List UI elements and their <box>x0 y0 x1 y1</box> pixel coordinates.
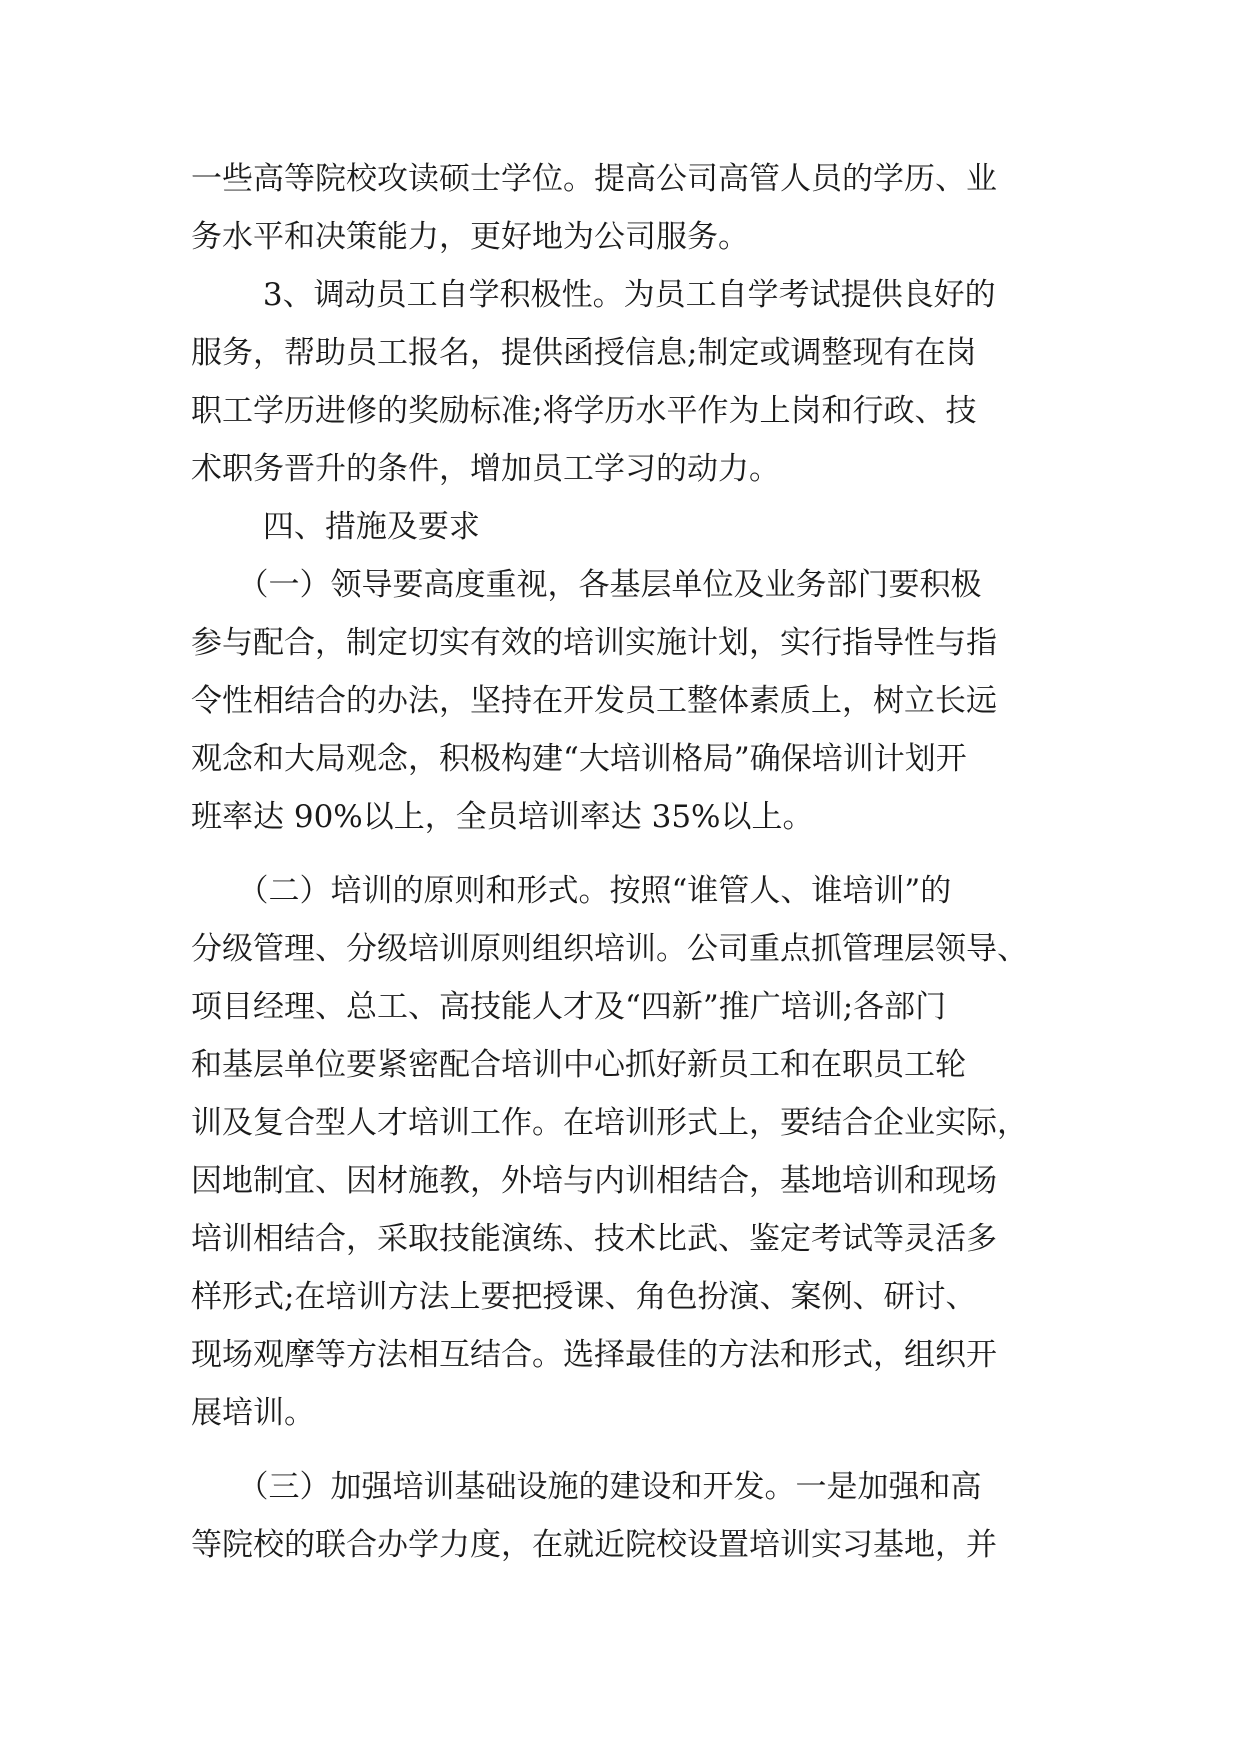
text-line: 项目经理、总工、高技能人才及“四新”推广培训;各部门 <box>191 989 947 1025</box>
text-line: （一）领导要高度重视，各基层单位及业务部门要积极 <box>191 567 982 603</box>
text-line: （二）培训的原则和形式。按照“谁管人、谁培训”的 <box>191 873 952 909</box>
text-line: 现场观摩等方法相互结合。选择最佳的方法和形式，组织开 <box>191 1337 997 1373</box>
text-line: 一些高等院校攻读硕士学位。提高公司高管人员的学历、业 <box>191 161 997 197</box>
text-line: （三）加强培训基础设施的建设和开发。一是加强和高 <box>191 1469 982 1505</box>
paragraph-spacer <box>191 846 1053 862</box>
text-line: 分级管理、分级培训原则组织培训。公司重点抓管理层领导、 <box>191 931 1028 967</box>
document-body <box>191 150 1053 1574</box>
text-line: 和基层单位要紧密配合培训中心抓好新员工和在职员工轮 <box>191 1047 966 1083</box>
text-line: 因地制宜、因材施教，外培与内训相结合，基地培训和现场 <box>191 1163 997 1199</box>
text-line: 参与配合，制定切实有效的培训实施计划，实行指导性与指 <box>191 625 997 661</box>
text-line: 样形式;在培训方法上要把授课、角色扮演、案例、研讨、 <box>191 1279 977 1315</box>
text-line: 务水平和决策能力，更好地为公司服务。 <box>191 219 749 255</box>
paragraph-spacer <box>191 1442 1053 1458</box>
text-line: 职工学历进修的奖励标准;将学历水平作为上岗和行政、技 <box>191 393 977 429</box>
section-heading: 四、措施及要求 <box>191 509 480 545</box>
text-line: 服务，帮助员工报名，提供函授信息;制定或调整现有在岗 <box>191 335 977 371</box>
text-line: 令性相结合的办法，坚持在开发员工整体素质上，树立长远 <box>191 683 997 719</box>
text-line: 展培训。 <box>191 1395 315 1431</box>
text-line: 等院校的联合办学力度，在就近院校设置培训实习基地，并 <box>191 1527 997 1563</box>
text-line: 观念和大局观念，积极构建“大培训格局”确保培训计划开 <box>191 741 967 777</box>
text-line: 班率达 90%以上，全员培训率达 35%以上。 <box>191 799 814 835</box>
text-line: 术职务晋升的条件，增加员工学习的动力。 <box>191 451 780 487</box>
text-line: 训及复合型人才培训工作。在培训形式上，要结合企业实际， <box>191 1105 1028 1141</box>
text-line: 培训相结合，采取技能演练、技术比武、鉴定考试等灵活多 <box>191 1221 997 1257</box>
text-line: 3、调动员工自学积极性。为员工自学考试提供良好的 <box>191 277 996 313</box>
